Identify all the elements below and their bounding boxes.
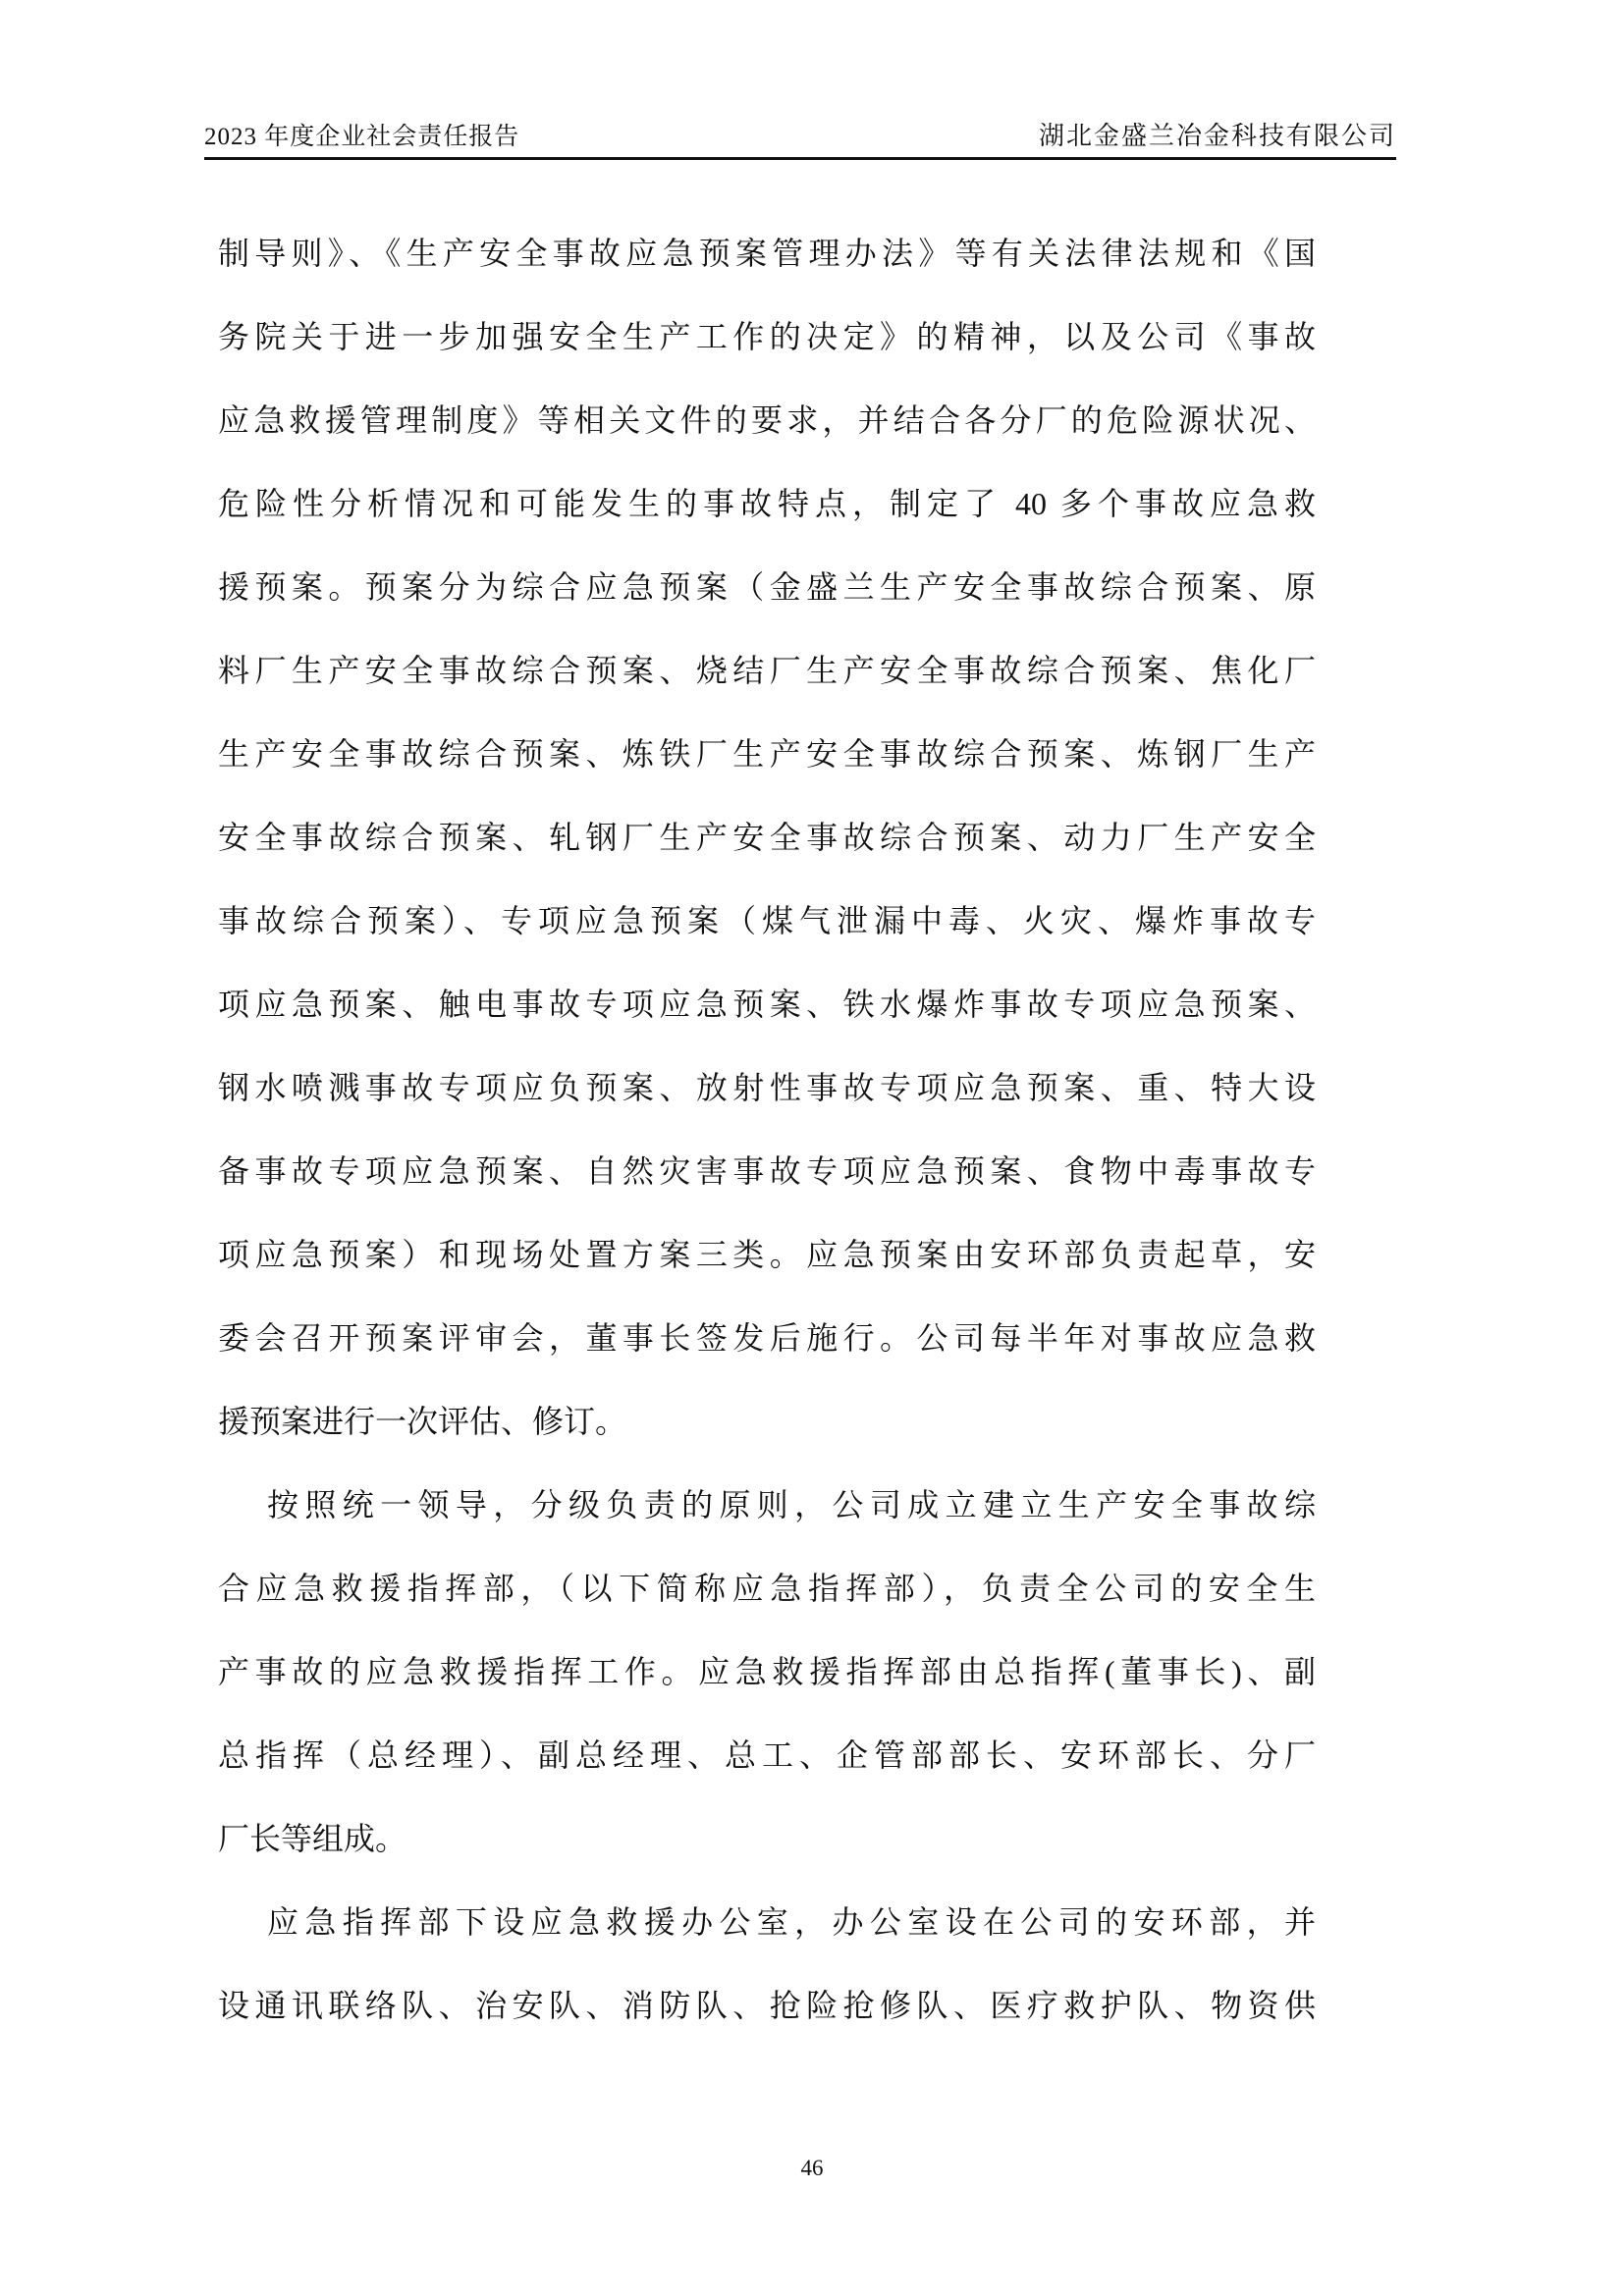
body-line: 钢水喷溅事故专项应负预案、放射性事故专项应急预案、重、特大设 bbox=[218, 1070, 1316, 1105]
body-line: 援预案。预案分为综合应急预案（金盛兰生产安全事故综合预案、原 bbox=[218, 569, 1316, 605]
body-line: 设通讯联络队、治安队、消防队、抢险抢修队、医疗救护队、物资供 bbox=[218, 1988, 1316, 2023]
header-company-name: 湖北金盛兰冶金科技有限公司 bbox=[1038, 122, 1396, 150]
body-line: 委会召开预案评审会，董事长签发后施行。公司每半年对事故应急救 bbox=[218, 1320, 1316, 1356]
page-footer bbox=[0, 2156, 1624, 2181]
header-report-title: 2023 年度企业社会责任报告 bbox=[204, 124, 520, 150]
body-line: 安全事故综合预案、轧钢厂生产安全事故综合预案、动力厂生产安全 bbox=[218, 820, 1316, 855]
body-line: 制导则》、《生产安全事故应急预案管理办法》等有关法律法规和《国 bbox=[218, 236, 1316, 271]
body-line: 合应急救援指挥部，（以下简称应急指挥部），负责全公司的安全生 bbox=[218, 1571, 1316, 1606]
header-rule bbox=[204, 116, 1396, 160]
body-line: 危险性分析情况和可能发生的事故特点，制定了 40 多个事故应急救 bbox=[218, 486, 1316, 521]
body-line: 厂长等组成。 bbox=[218, 1821, 407, 1856]
body-line: 产事故的应急救援指挥工作。应急救援指挥部由总指挥(董事长)、副 bbox=[218, 1654, 1316, 1689]
page-number: 46 bbox=[800, 2156, 824, 2180]
body-line: 生产安全事故综合预案、炼铁厂生产安全事故综合预案、炼钢厂生产 bbox=[218, 736, 1316, 772]
body-line: 项应急预案、触电事故专项应急预案、铁水爆炸事故专项应急预案、 bbox=[218, 987, 1316, 1022]
body-line: 总指挥（总经理）、副总经理、总工、企管部部长、安环部长、分厂 bbox=[218, 1737, 1316, 1773]
body-line: 备事故专项应急预案、自然灾害事故专项应急预案、食物中毒事故专 bbox=[218, 1153, 1316, 1189]
body-line: 按照统一领导，分级负责的原则，公司成立建立生产安全事故综 bbox=[267, 1487, 1316, 1522]
page-header bbox=[0, 0, 1624, 160]
body-line: 援预案进行一次评估、修订。 bbox=[218, 1404, 627, 1439]
body-line: 务院关于进一步加强安全生产工作的决定》的精神，以及公司《事故 bbox=[218, 319, 1316, 354]
body-text bbox=[218, 212, 1316, 2048]
body-line: 应急指挥部下设应急救援办公室，办公室设在公司的安环部，并 bbox=[267, 1904, 1316, 1940]
body-line: 项应急预案）和现场处置方案三类。应急预案由安环部负责起草，安 bbox=[218, 1237, 1316, 1272]
body-line: 事故综合预案）、专项应急预案（煤气泄漏中毒、火灾、爆炸事故专 bbox=[218, 903, 1316, 938]
body-line: 应急救援管理制度》等相关文件的要求，并结合各分厂的危险源状况、 bbox=[218, 402, 1316, 438]
body-line: 料厂生产安全事故综合预案、烧结厂生产安全事故综合预案、焦化厂 bbox=[218, 653, 1316, 688]
